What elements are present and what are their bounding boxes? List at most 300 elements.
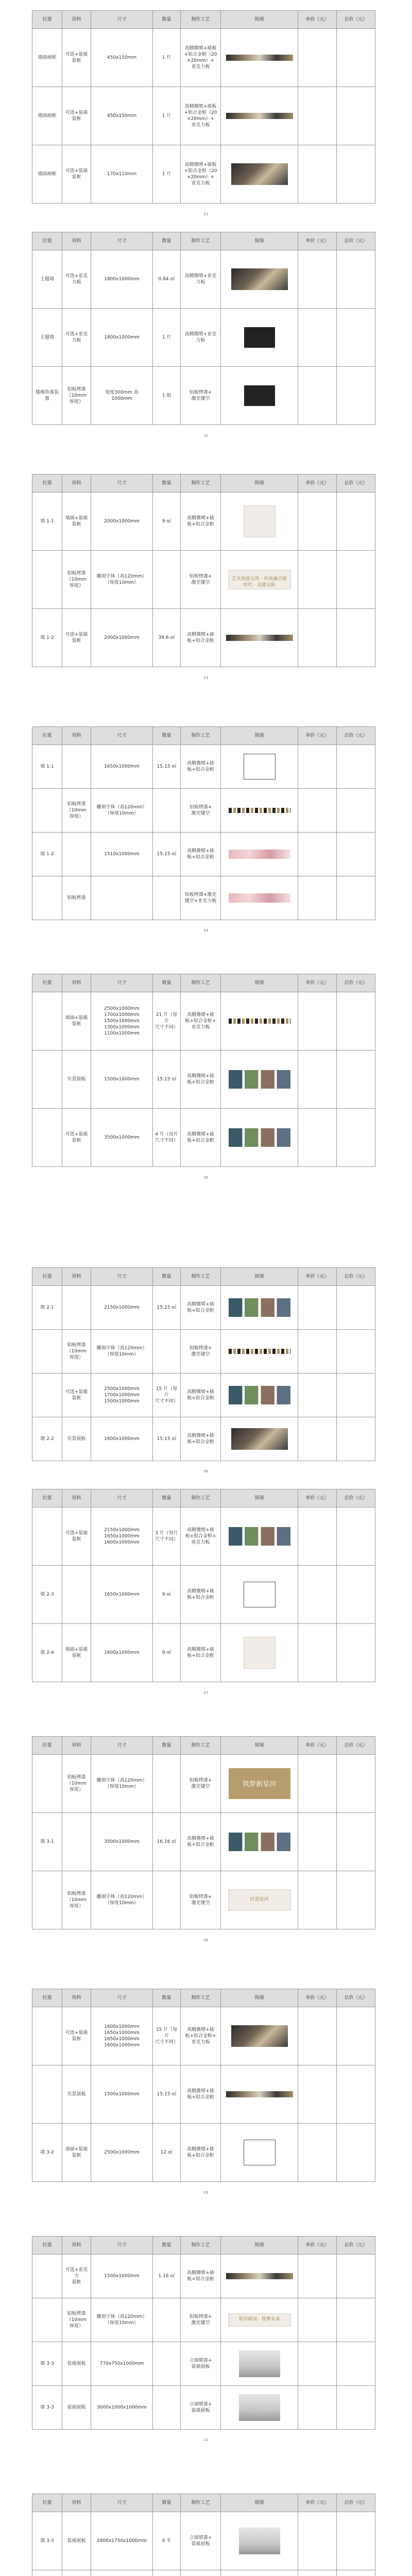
cell-material: 装裱展板 [62,2386,91,2430]
quotation-table [32,232,375,425]
cell-position [32,551,62,609]
cell-quantity [153,2342,181,2386]
table-header-row [32,2494,375,2512]
cell-quantity: 15 片（每片 尺寸不同） [153,2007,181,2065]
sketch-image [226,635,293,641]
cell-quantity: 15.15 ㎡ [153,1417,181,1461]
cell-process: 铝板烤漆+ 激光镂空 [181,367,221,425]
column-header-position: 位置 [32,2236,62,2255]
cell-unit-price [298,992,337,1050]
cell-total-price [337,1566,375,1624]
cell-process: 高精微喷+裱 板+铝合金框 [181,833,221,876]
column-header-material: 用料 [62,474,91,493]
cell-sketch [221,29,298,87]
cell-total-price [337,1109,375,1167]
column-header-size: 尺寸 [91,1989,153,2007]
sketch-image [231,2025,288,2047]
cell-total-price [337,309,375,367]
table-row [32,2386,375,2430]
column-header-size: 尺寸 [91,1737,153,1755]
cell-process: 铝板烤漆+ 激光镂空 [181,2298,221,2342]
cell-process: 高精微喷+亚克 力板 [181,309,221,367]
cell-sketch [221,745,298,789]
cell-unit-price [298,2255,337,2298]
cell-sketch [221,2255,298,2298]
column-header-process: 制作工艺 [181,1268,221,1286]
cell-sketch [221,1507,298,1566]
cell-total-price [337,833,375,876]
cell-size: 1600x1000mm 1650x1000mm 1650x1000mm 1600x1000mm [91,2007,153,2065]
cell-position [32,2065,62,2124]
column-header-sketch: 简图 [221,1989,298,2007]
table-row [32,2065,375,2124]
cell-position: 墙 2-2 [32,1417,62,1461]
cell-sketch [221,1566,298,1624]
cell-material: 墙面+装裱 装框 [62,493,91,551]
cell-material: 铝板烤漆（10mm 厚度） [62,1871,91,1929]
column-header-unit-price: 单价（元） [298,474,337,493]
cell-unit-price [298,1755,337,1813]
cell-sketch [221,1417,298,1461]
cell-material: 铝板烤漆（10mm 厚度） [62,367,91,425]
column-header-unit-price: 单价（元） [298,1737,337,1755]
column-header-unit-price: 单价（元） [298,2494,337,2512]
cell-quantity: 9 ㎡ [153,1566,181,1624]
cell-process: 高精微喷+裱 板+铝合金框 [181,493,221,551]
sketch-image [244,385,275,406]
table-row [32,367,375,425]
cell-material: 可选+装裱 装框 [62,609,91,667]
cell-quantity [153,876,181,920]
cell-process: 高精微喷+裱板 +铝合金框（20 ×20mm）+ 亚克力板 [181,29,221,87]
table-row [32,1330,375,1374]
column-header-sketch: 简图 [221,2494,298,2512]
cell-process: 高精微喷+裱 板+铝合金框 [181,1109,221,1167]
table-row [32,250,375,309]
cell-total-price [337,87,375,145]
cell-sketch [221,2570,298,2576]
column-header-quantity: 数量 [153,1489,181,1507]
cell-total-price [337,2255,375,2298]
sketch-caption: 筑梦新星河 [242,1781,276,1788]
cell-position [32,992,62,1050]
cell-position [32,789,62,833]
table-row [32,1624,375,1682]
cell-unit-price [298,609,337,667]
cell-quantity: 1 组 [153,367,181,425]
column-header-material: 用料 [62,11,91,29]
cell-sketch [221,493,298,551]
column-header-process: 制作工艺 [181,1989,221,2007]
sketch-image [226,113,293,119]
cell-position [32,1050,62,1109]
cell-material: 可选+装裱 装框 [62,1374,91,1417]
cell-total-price [337,551,375,609]
table-row [32,745,375,789]
column-header-sketch: 简图 [221,232,298,250]
cell-material [62,833,91,876]
cell-material: 铝板烤漆（10mm 厚度） [62,551,91,609]
sketch-image [244,1637,276,1669]
cell-sketch [221,551,298,609]
cell-position: 墙 2-3 [32,1566,62,1624]
cell-process: 高精微喷+裱 板+铝合金框 [181,1417,221,1461]
cell-unit-price [298,1507,337,1566]
cell-quantity: 1 片 [153,309,181,367]
column-header-sketch: 简图 [221,1268,298,1286]
cell-size: 1650x1000mm [91,1566,153,1624]
table-row [32,1374,375,1417]
cell-size: 雕刻字体（高120mm） （厚度10mm） [91,1755,153,1813]
cell-position [32,1109,62,1167]
cell-material: 可选+装裱 装框 [62,2007,91,2065]
cell-size: 450x150mm [91,29,153,87]
cell-size: 2500x1000mm 1700x1000mm 1500x1000mm 1300x1000mm 1100x1000mm [91,992,153,1050]
cell-process: 高精微喷+裱 板+铝合金框 [181,1374,221,1417]
cell-quantity: 15.15 ㎡ [153,745,181,789]
cell-size: 2000x1000mm [91,609,153,667]
cell-size: 雕刻字体（高120mm） （厚度10mm） [91,1330,153,1374]
cell-material: 铝板烤漆（10mm 厚度） [62,2298,91,2342]
cell-unit-price [298,1566,337,1624]
sketch-image [231,1428,288,1450]
cell-sketch [221,609,298,667]
cell-size: 2800x1750x1000mm [91,2512,153,2570]
table-row [32,2124,375,2182]
cell-quantity: 1 片 [153,87,181,145]
cell-total-price [337,1871,375,1929]
column-header-total-price: 总价（元） [337,2494,375,2512]
cell-sketch [221,1109,298,1167]
cell-position [32,2570,62,2576]
quotation-table [32,974,375,1167]
table-header-row [32,1268,375,1286]
column-header-sketch: 简图 [221,1489,298,1507]
cell-unit-price [298,2124,337,2182]
page-number: 01 [203,212,209,216]
sketch-image [229,1768,290,1799]
table-header-row [32,727,375,745]
column-header-total-price: 总价（元） [337,474,375,493]
table-row [32,833,375,876]
column-header-position: 位置 [32,2494,62,2512]
column-header-process: 制作工艺 [181,974,221,992]
cell-total-price [337,992,375,1050]
cell-size [91,876,153,920]
sketch-image [226,55,293,61]
sketch-image [229,1527,290,1546]
cell-process: 高精微喷+裱 板+铝合金框 [181,1050,221,1109]
sketch-image [229,850,290,859]
cell-size: 1650x1000mm [91,745,153,789]
quotation-table [32,2236,375,2430]
cell-total-price [337,876,375,920]
column-header-quantity: 数量 [153,1737,181,1755]
table-row [32,1871,375,1929]
column-header-material: 用料 [62,1268,91,1286]
sketch-image [228,2313,291,2327]
table-row [32,2570,375,2576]
page-number: 05 [203,1176,209,1180]
table-row [32,2007,375,2065]
cell-quantity: 12 ㎡ [153,2124,181,2182]
cell-process: 高精微喷+裱 板+铝合金框 [181,2065,221,2124]
cell-process: 立面喷漆+ 装裱展板 [181,2386,221,2430]
cell-total-price [337,2386,375,2430]
cell-quantity: 16.16 ㎡ [153,1813,181,1871]
sketch-image [229,808,290,813]
cell-quantity: 15.15 ㎡ [153,1050,181,1109]
column-header-process: 制作工艺 [181,2236,221,2255]
table-header-row [32,11,375,29]
table-row [32,145,375,204]
cell-material [62,2570,91,2576]
cell-process: 高精微喷+裱 板+铝合金框 [181,2255,221,2298]
column-header-position: 位置 [32,474,62,493]
column-header-quantity: 数量 [153,474,181,493]
column-header-process: 制作工艺 [181,1489,221,1507]
column-header-size: 尺寸 [91,232,153,250]
cell-sketch [221,1050,298,1109]
cell-quantity [153,2298,181,2342]
cell-size: 2150x1000mm 1650x1000mm 1600x1000mm [91,1507,153,1566]
table-row [32,1050,375,1109]
cell-unit-price [298,2007,337,2065]
cell-material: 墙面+装裱 装框 [62,1624,91,1682]
cell-material: 可选+装裱 装框 [62,29,91,87]
cell-sketch [221,1755,298,1813]
column-header-position: 位置 [32,1489,62,1507]
cell-sketch [221,1286,298,1330]
column-header-total-price: 总价（元） [337,232,375,250]
cell-material: 铝板烤漆（10mm 厚度） [62,1330,91,1374]
cell-total-price [337,2124,375,2182]
sketch-image [229,1298,290,1317]
cell-position [32,2007,62,2065]
cell-process: 高精微喷+裱 板+铝合金框+ 亚克力板 [181,992,221,1050]
cell-unit-price [298,367,337,425]
cell-position: 墙面画框 [32,29,62,87]
cell-size: 1600x1000mm [91,1417,153,1461]
cell-sketch [221,789,298,833]
quotation-table [32,1267,375,1461]
table-row [32,2298,375,2342]
cell-size: 雕刻字体（高120mm） （厚度10mm） [91,551,153,609]
cell-material: 可选+亚克 力板 [62,309,91,367]
cell-unit-price [298,250,337,309]
page-number: 03 [203,676,209,680]
cell-position: 墙 1-1 [32,745,62,789]
cell-total-price [337,250,375,309]
table-header-row [32,474,375,493]
column-header-sketch: 简图 [221,974,298,992]
sketch-image [226,2273,293,2279]
sketch-image [229,1386,290,1404]
cell-material: 可选+装裱 装框 [62,87,91,145]
column-header-position: 位置 [32,1268,62,1286]
sketch-image [239,2528,280,2554]
column-header-unit-price: 单价（元） [298,1489,337,1507]
table-row [32,2255,375,2298]
cell-material: 墙面+装裱 装框 [62,2124,91,2182]
column-header-total-price: 总价（元） [337,2236,375,2255]
column-header-quantity: 数量 [153,1989,181,2007]
cell-unit-price [298,1050,337,1109]
cell-total-price [337,1417,375,1461]
column-header-material: 用料 [62,974,91,992]
cell-unit-price [298,309,337,367]
cell-unit-price [298,745,337,789]
cell-quantity [153,789,181,833]
quotation-table [32,10,375,204]
sketch-image [229,893,290,903]
cell-sketch [221,1624,298,1682]
quotation-table [32,726,375,920]
cell-position: 墙 3-3 [32,2342,62,2386]
table-row [32,876,375,920]
cell-unit-price [298,493,337,551]
cell-total-price [337,1050,375,1109]
cell-size: 170x110mm [91,145,153,204]
cell-total-price [337,789,375,833]
cell-size: 3000x1000x1000mm [91,2386,153,2430]
cell-unit-price [298,833,337,876]
sketch-image [231,163,288,185]
cell-size: 1800x1000mm [91,309,153,367]
quotation-table [32,1736,375,1929]
column-header-total-price: 总价（元） [337,1489,375,1507]
cell-total-price [337,1624,375,1682]
cell-position: 墙 1-1 [32,493,62,551]
cell-quantity: 21 片（每片 尺寸不同） [153,992,181,1050]
cell-sketch [221,145,298,204]
table-row [32,87,375,145]
cell-position [32,1507,62,1566]
cell-process: 立面喷漆+ 装裱展板 [181,2342,221,2386]
cell-process: 高精微喷+裱 板+铝合金框 [181,745,221,789]
cell-size: 1510x1000mm [91,833,153,876]
column-header-size: 尺寸 [91,974,153,992]
table-row [32,1417,375,1461]
cell-unit-price [298,2298,337,2342]
cell-process: 高精微喷+裱 板+铝合金框 [181,1624,221,1682]
column-header-unit-price: 单价（元） [298,11,337,29]
cell-size: 2500x1000mm 1700x1000mm 1500x1000mm [91,1374,153,1417]
cell-unit-price [298,2342,337,2386]
cell-quantity: 0.84 ㎡ [153,250,181,309]
table-row [32,309,375,367]
cell-quantity: 15.15 ㎡ [153,833,181,876]
column-header-quantity: 数量 [153,727,181,745]
cell-quantity: 15 片（每片 尺寸不同） [153,1374,181,1417]
cell-size [91,2570,153,2576]
page-number: 07 [203,1691,209,1695]
sketch-image [244,754,276,779]
cell-sketch [221,1813,298,1871]
cell-process: 高精微喷+裱板 +铝合金框（20 ×20mm）+ 亚克力板 [181,87,221,145]
cell-sketch [221,2065,298,2124]
cell-material: 铝板烤漆（10mm 厚度） [62,789,91,833]
cell-total-price [337,609,375,667]
cell-sketch [221,1330,298,1374]
cell-process: 高精微喷+裱 板+铝合金框 [181,1566,221,1624]
cell-process [181,2570,221,2576]
sketch-image [244,327,275,348]
cell-sketch [221,1374,298,1417]
table-header-row [32,1489,375,1507]
column-header-unit-price: 单价（元） [298,727,337,745]
table-header-row [32,232,375,250]
cell-position: 墙 3-3 [32,2386,62,2430]
cell-sketch [221,2298,298,2342]
cell-position [32,1755,62,1813]
cell-size: 1500x1000mm [91,2065,153,2124]
column-header-sketch: 简图 [221,2236,298,2255]
quotation-table [32,474,375,667]
table-row [32,2342,375,2386]
column-header-size: 尺寸 [91,1268,153,1286]
column-header-size: 尺寸 [91,1489,153,1507]
cell-size: 2150x1000mm [91,1286,153,1330]
table-row [32,29,375,87]
column-header-size: 尺寸 [91,11,153,29]
column-header-quantity: 数量 [153,2236,181,2255]
column-header-process: 制作工艺 [181,1737,221,1755]
column-header-unit-price: 单价（元） [298,974,337,992]
column-header-quantity: 数量 [153,11,181,29]
column-header-quantity: 数量 [153,1268,181,1286]
sketch-image [244,2140,276,2165]
cell-position: 墙 3-2 [32,2124,62,2182]
cell-position: 墙面画框 [32,87,62,145]
cell-material: 铝板烤漆 [62,876,91,920]
cell-size: 雕刻字体（高120mm） （厚度10mm） [91,789,153,833]
sketch-image [244,505,276,537]
sketch-image [244,1582,276,1607]
cell-total-price [337,2007,375,2065]
table-row [32,551,375,609]
cell-position: 墙 1-2 [32,609,62,667]
cell-material: 墙面+装裱 装框 [62,992,91,1050]
cell-quantity: 15.15 ㎡ [153,1286,181,1330]
cell-unit-price [298,29,337,87]
cell-process: 高精微喷+裱板 +铝合金框（20 ×20mm）+ 亚克力板 [181,145,221,204]
cell-material: 装裱展板 [62,2342,91,2386]
column-header-material: 用料 [62,1737,91,1755]
cell-size: 宽度300mm 高 1000mm [91,367,153,425]
table-header-row [32,974,375,992]
column-header-process: 制作工艺 [181,474,221,493]
cell-process: 高精微喷+裱 板+铝合金框+ 亚克力板 [181,2007,221,2065]
sketch-caption: 艺术创意宝库 · 传统融合新时代 · 灵感无限 [231,577,287,588]
column-header-quantity: 数量 [153,974,181,992]
sketch-caption: 星河新园 · 筑梦未来 [238,2317,280,2322]
cell-total-price [337,2512,375,2570]
cell-position: 墙 3-1 [32,1813,62,1871]
cell-position [32,876,62,920]
cell-process: 高精微喷+亚克 力板 [181,250,221,309]
cell-sketch [221,87,298,145]
cell-size: 450x150mm [91,87,153,145]
cell-material: 实景展板 [62,1050,91,1109]
cell-process: 高精微喷+裱 板+铝合金框 [181,2124,221,2182]
column-header-material: 用料 [62,1989,91,2007]
cell-total-price [337,2065,375,2124]
cell-sketch [221,309,298,367]
cell-sketch [221,1871,298,1929]
column-header-size: 尺寸 [91,2494,153,2512]
cell-size: 1600x1000mm [91,1624,153,1682]
